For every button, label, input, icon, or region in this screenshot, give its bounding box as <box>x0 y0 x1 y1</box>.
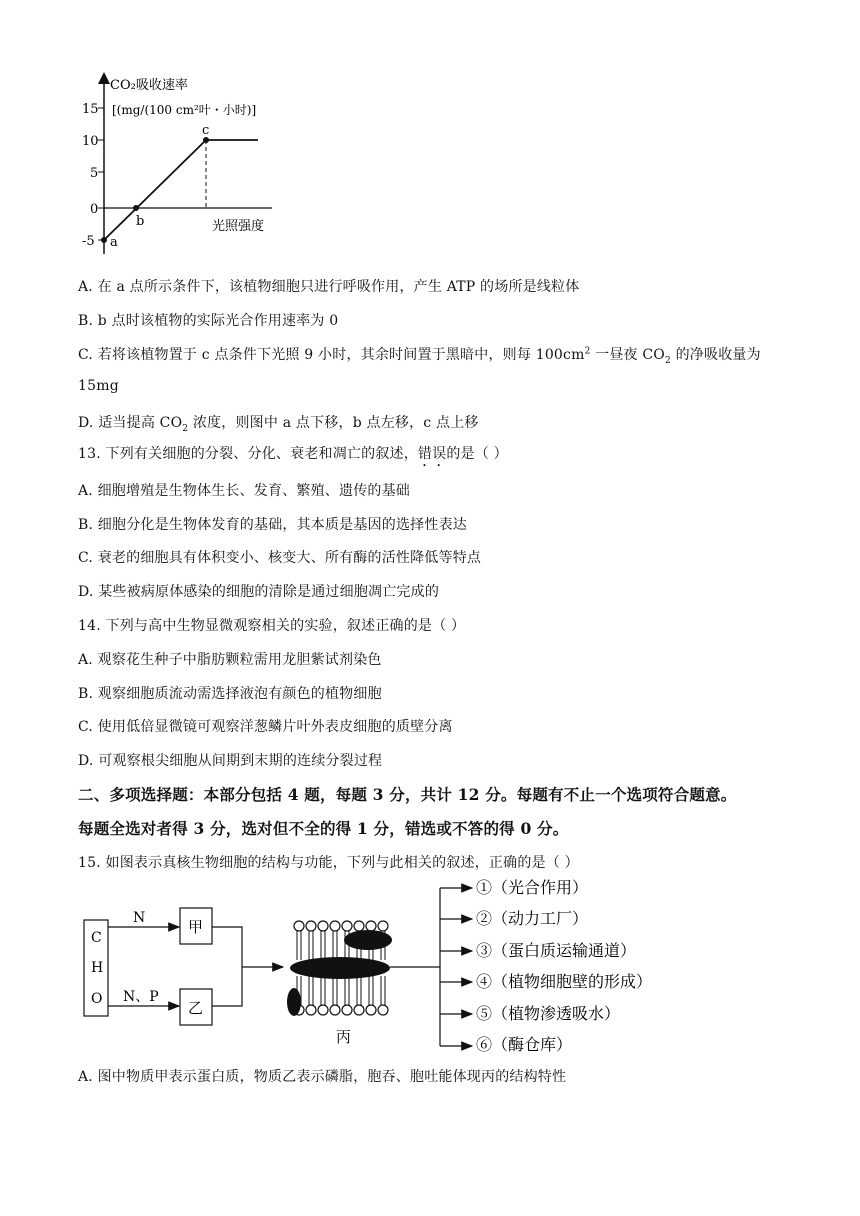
lipid-head <box>354 921 364 931</box>
ytick-neg5: -5 <box>82 234 95 249</box>
lipid-head <box>318 1005 328 1015</box>
point-b <box>133 205 139 211</box>
q14-stem: 14. 下列与高中生物显微观察相关的实验，叙述正确的是（ ） <box>78 618 466 634</box>
q13-option-c: C. 衰老的细胞具有体积变小、核变大、所有酶的活性降低等特点 <box>78 550 482 566</box>
q13-option-d: D. 某些被病原体感染的细胞的清除是通过细胞凋亡完成的 <box>78 584 440 600</box>
y-axis-unit: [(mg/(100 cm²叶・小时)] <box>112 103 257 117</box>
q15-option-a: A. 图中物质甲表示蛋白质，物质乙表示磷脂，胞吞、胞吐能体现丙的结构特性 <box>78 1069 567 1085</box>
q13-stem-pre: 13. 下列有关细胞的分裂、分化、衰老和凋亡的叙述， <box>78 446 418 462</box>
peripheral-protein <box>287 988 301 1016</box>
element-c: C <box>91 930 102 946</box>
section2-instructions: 每题全选对者得 3 分，选对但不全的得 1 分，错选或不答的得 0 分。 <box>78 819 569 838</box>
transmembrane-protein <box>290 957 390 979</box>
q13-option-a: A. 细胞增殖是生物体生长、发育、繁殖、遗传的基础 <box>78 483 411 499</box>
element-o: O <box>91 991 103 1007</box>
co2-absorption-graph <box>60 72 360 262</box>
jia-label: 甲 <box>188 918 204 936</box>
function-5: ⑤（植物渗透吸水） <box>476 1004 621 1023</box>
q14-option-a: A. 观察花生种子中脂肪颗粒需用龙胆紫试剂染色 <box>78 652 382 668</box>
y-axis-label: CO₂吸收速率 <box>110 78 188 93</box>
lipid-head <box>378 1005 388 1015</box>
function-1: ①（光合作用） <box>476 878 589 897</box>
element-h: H <box>91 960 104 976</box>
ytick-0: 0 <box>90 202 99 217</box>
q12-d-sub: 2 <box>182 423 189 434</box>
q12-option-d <box>78 412 479 434</box>
q13-stem <box>78 443 508 470</box>
yi-label: 乙 <box>188 999 204 1017</box>
cell-structure-diagram <box>78 872 698 1062</box>
lipid-head <box>342 1005 352 1015</box>
q12-d-post: 浓度，则图中 a 点下移，b 点左移，c 点上移 <box>188 415 479 431</box>
ytick-15: 15 <box>82 102 99 117</box>
point-a-label: a <box>110 235 118 250</box>
q13-stem-emphasis: 错误 <box>417 446 447 462</box>
bing-label: 丙 <box>336 1028 352 1046</box>
lipid-head <box>354 1005 364 1015</box>
function-4: ④（植物细胞壁的形成） <box>476 972 653 991</box>
function-3: ③（蛋白质运输通道） <box>476 941 637 960</box>
np-label: N、P <box>123 989 159 1005</box>
q13-option-b: B. 细胞分化是生物体发育的基础，其本质是基因的选择性表达 <box>78 517 467 533</box>
embedded-protein <box>344 930 392 950</box>
q12-c-mid: 一昼夜 CO <box>590 347 665 363</box>
q15-stem: 15. 如图表示真核生物细胞的结构与功能，下列与此相关的叙述，正确的是（ ） <box>78 855 579 871</box>
ytick-5: 5 <box>90 166 99 181</box>
q14-option-b: B. 观察细胞质流动需选择液泡有颜色的植物细胞 <box>78 686 382 702</box>
q12-option-b: B. b 点时该植物的实际光合作用速率为 0 <box>78 313 339 329</box>
section2-heading: 二、多项选择题：本部分包括 4 题，每题 3 分，共计 12 分。每题有不止一个选项符合题意。 <box>78 785 737 804</box>
q12-c-sup: 2 <box>584 346 591 357</box>
lipid-head <box>330 921 340 931</box>
point-a <box>101 237 107 243</box>
q12-c-post: 的净吸收量为 <box>670 347 761 363</box>
point-b-label: b <box>136 214 145 229</box>
lipid-head <box>330 1005 340 1015</box>
q12-c-pre: C. 若将该植物置于 c 点条件下光照 9 小时，其余时间置于黑暗中，则每 100cm <box>78 347 585 363</box>
lipid-head <box>366 921 376 931</box>
ytick-10: 10 <box>82 134 99 149</box>
function-2: ②（动力工厂） <box>476 909 589 928</box>
lipid-head <box>306 1005 316 1015</box>
x-axis-label: 光照强度 <box>212 219 265 234</box>
q12-c-sub: 2 <box>665 355 671 366</box>
q14-option-d: D. 可观察根尖细胞从间期到末期的连续分裂过程 <box>78 753 383 769</box>
point-c-label: c <box>202 123 210 138</box>
lipid-head <box>366 1005 376 1015</box>
lipid-head <box>378 921 388 931</box>
membrane-bilayer <box>287 921 392 1016</box>
lipid-head <box>318 921 328 931</box>
n-label: N <box>133 910 146 926</box>
q12-option-c-cont: 15mg <box>78 378 119 394</box>
q12-d-pre: D. 适当提高 CO <box>78 415 183 431</box>
q14-option-c: C. 使用低倍显微镜可观察洋葱鳞片叶外表皮细胞的质壁分离 <box>78 719 453 735</box>
lipid-head <box>294 921 304 931</box>
q13-stem-post: 的是（ ） <box>446 446 508 462</box>
q12-option-c <box>78 344 761 366</box>
lipid-head <box>342 921 352 931</box>
lipid-head <box>306 921 316 931</box>
q12-option-a: A. 在 a 点所示条件下，该植物细胞只进行呼吸作用，产生 ATP 的场所是线粒体 <box>78 279 580 295</box>
function-6: ⑥（酶仓库） <box>476 1035 573 1054</box>
